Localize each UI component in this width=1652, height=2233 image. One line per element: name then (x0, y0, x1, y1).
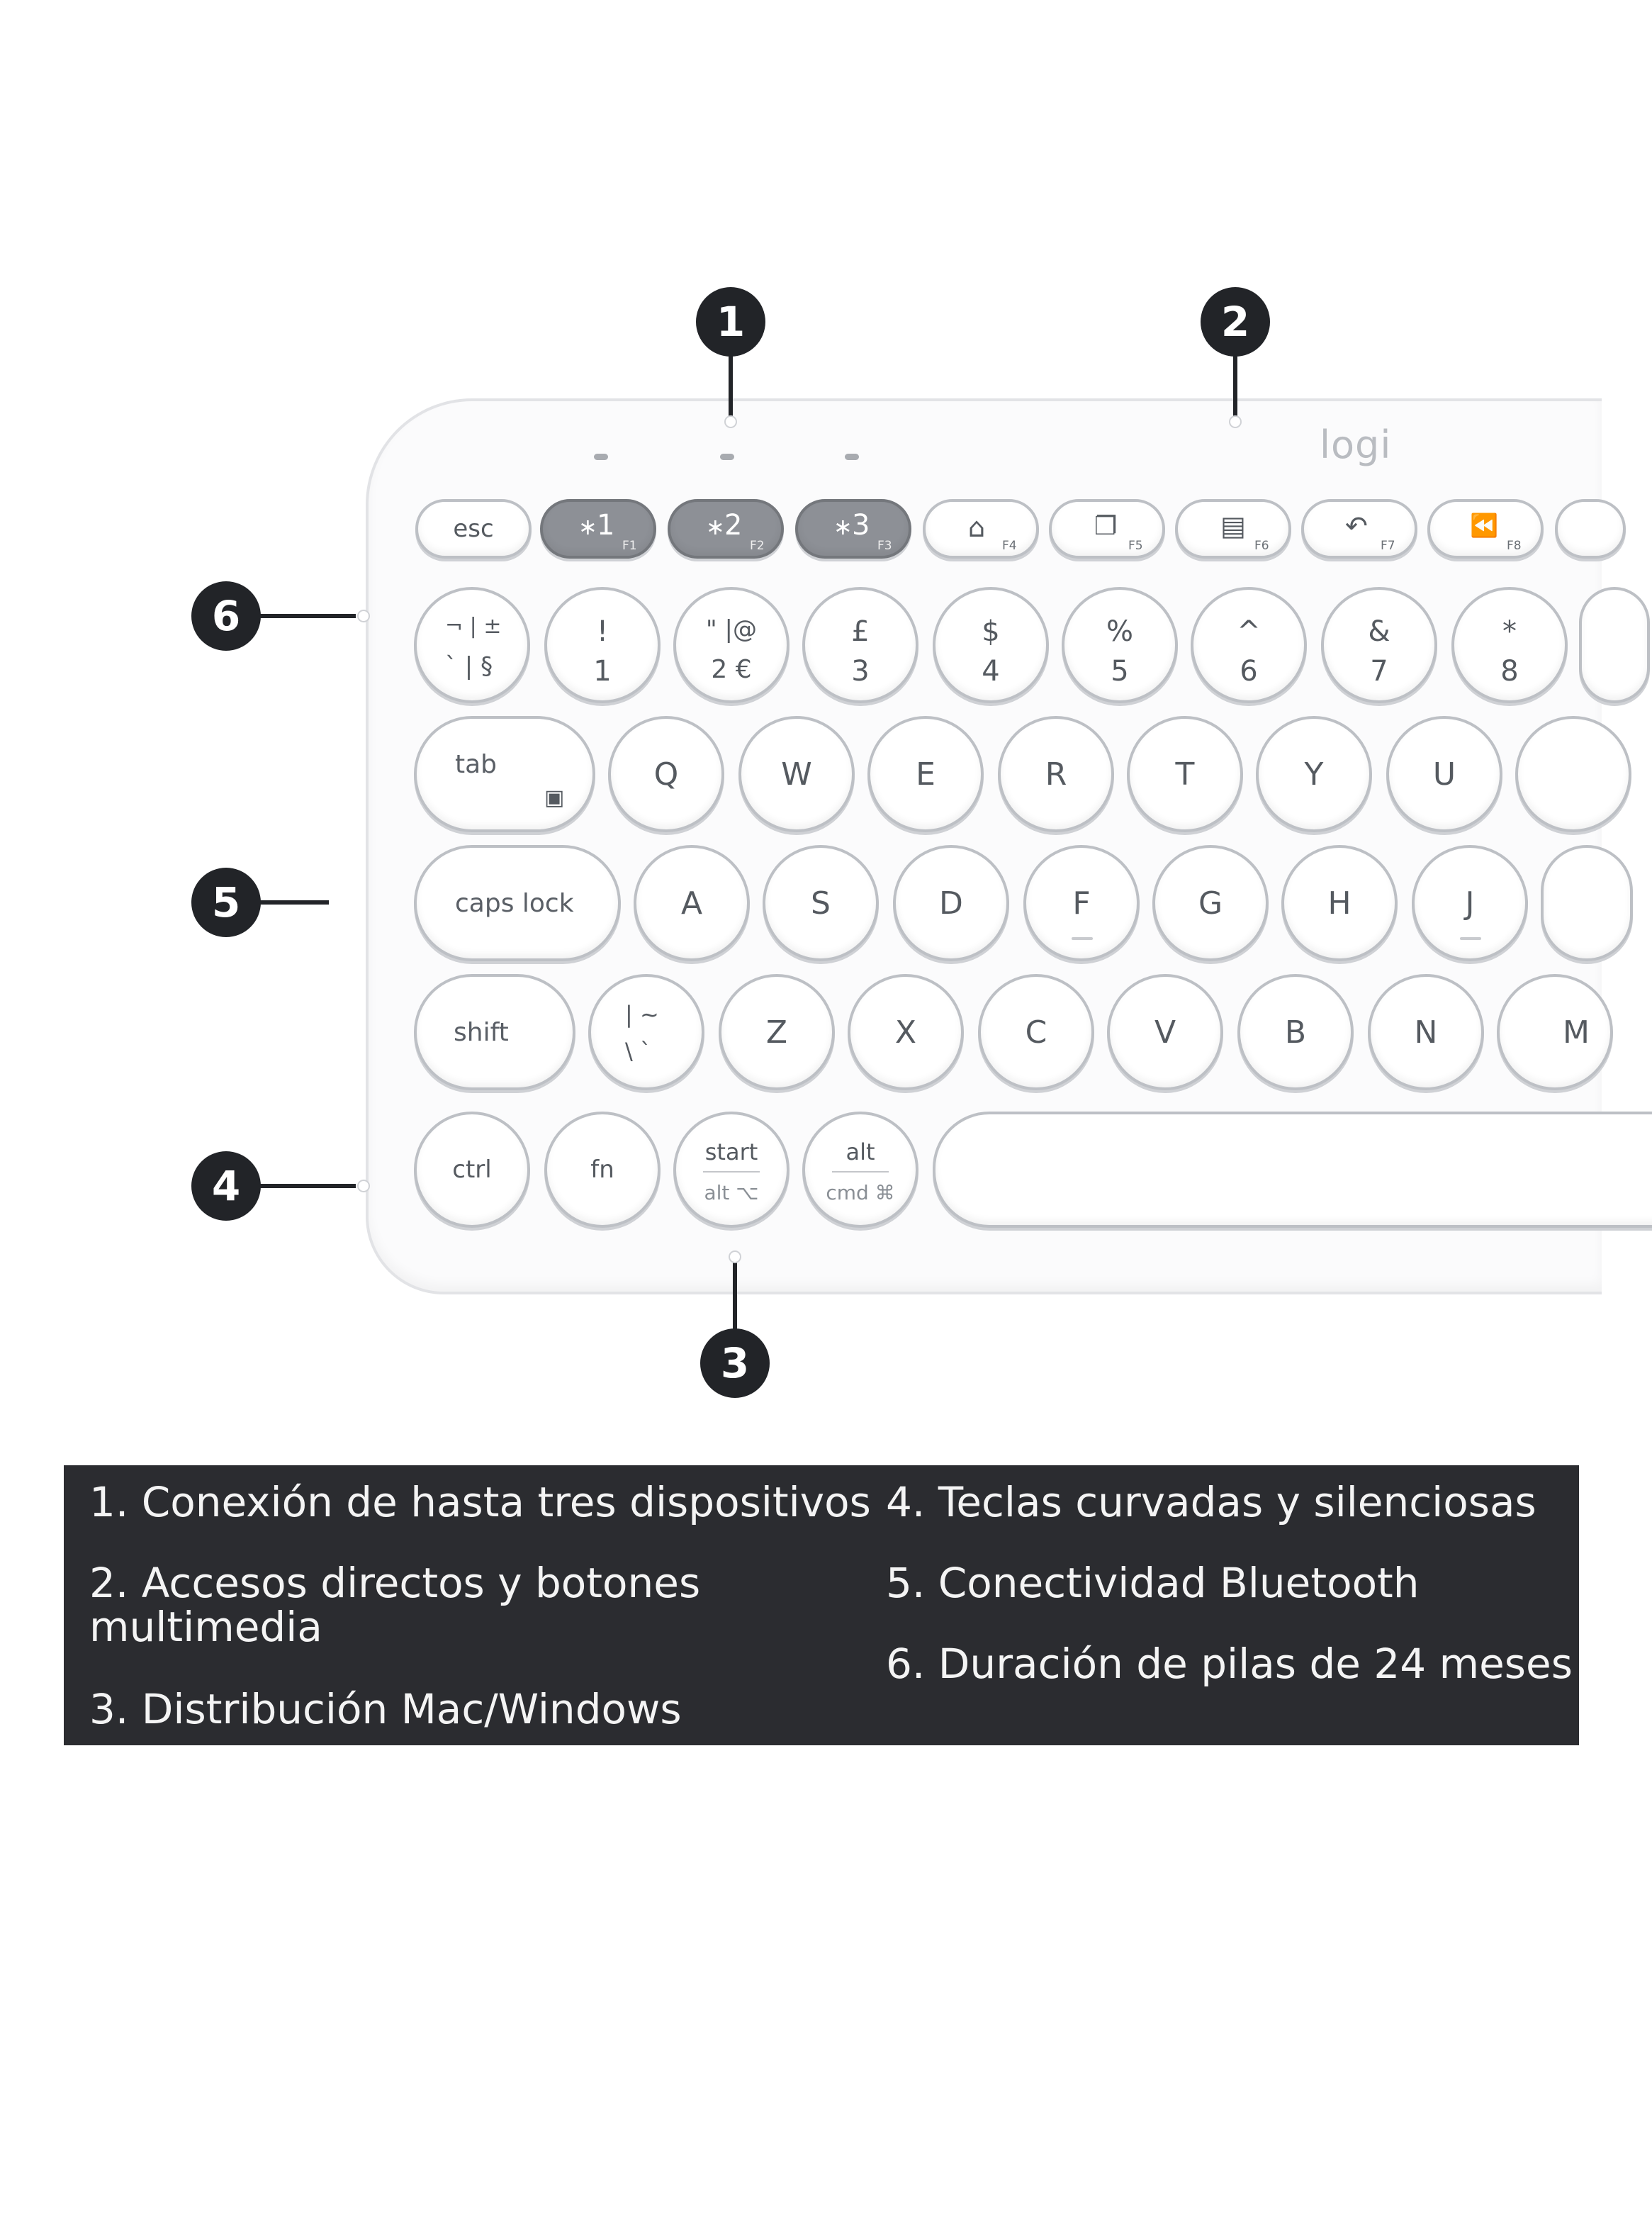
key-r[interactable]: R (998, 716, 1114, 832)
callout-dot-6 (357, 610, 370, 622)
legend-item-1: 1. Conexión de hasta tres dispositivos (89, 1478, 871, 1526)
callout-1: 1 (696, 287, 765, 357)
legend-item-6: 6. Duración de pilas de 24 meses (886, 1640, 1573, 1688)
app-switch-icon: ❐ (1094, 512, 1118, 541)
key-5[interactable]: % 5 (1062, 587, 1178, 703)
key-back[interactable]: ↶ F7 (1301, 499, 1417, 559)
key-start-alt[interactable]: start alt ⌥ (673, 1112, 790, 1228)
key-2[interactable]: " |@ 2 € (673, 587, 790, 703)
legend-item-3: 3. Distribución Mac/Windows (89, 1685, 682, 1733)
key-m[interactable]: M (1497, 974, 1613, 1090)
callout-3: 3 (700, 1328, 770, 1398)
key-z[interactable]: Z (719, 974, 835, 1090)
key-bluetooth-1[interactable]: ∗ 1 F1 (540, 499, 656, 559)
callout-line-1 (729, 354, 733, 418)
key-4[interactable]: $ 4 (933, 587, 1049, 703)
key-g[interactable]: G (1152, 845, 1269, 961)
key-tilde[interactable]: ¬ | ± ` | § (414, 587, 530, 703)
status-led-1 (594, 454, 608, 460)
key-s[interactable]: S (763, 845, 879, 961)
key-d[interactable]: D (893, 845, 1009, 961)
bluetooth-icon: ∗ (578, 513, 597, 540)
key-home[interactable]: ⌂ F4 (923, 499, 1039, 559)
legend-item-4: 4. Teclas curvadas y silenciosas (886, 1478, 1536, 1526)
key-u[interactable]: U (1386, 716, 1502, 832)
key-caps-lock[interactable]: caps lock (414, 845, 621, 961)
key-6[interactable]: ^ 6 (1191, 587, 1307, 703)
home-row-bump (1460, 937, 1481, 940)
key-esc[interactable]: esc (415, 499, 532, 559)
callout-dot-1 (724, 415, 737, 428)
callout-dot-2 (1229, 415, 1242, 428)
key-backslash[interactable]: | ~ \ ` (588, 974, 704, 1090)
callout-line-4 (259, 1184, 356, 1188)
key-7[interactable]: & 7 (1321, 587, 1437, 703)
feature-legend (64, 1465, 1579, 1745)
legend-item-2-line1: 2. Accesos directos y botones (89, 1559, 701, 1607)
key-9-partial[interactable] (1579, 587, 1650, 703)
callout-5: 5 (191, 868, 261, 937)
key-divider (832, 1171, 889, 1173)
key-bluetooth-3[interactable]: ∗ 3 F3 (795, 499, 911, 559)
key-3[interactable]: £ 3 (802, 587, 918, 703)
callout-2: 2 (1201, 287, 1270, 357)
key-rewind[interactable]: ⏪ F8 (1427, 499, 1544, 559)
key-shift[interactable]: shift (414, 974, 575, 1090)
key-ctrl[interactable]: ctrl (414, 1112, 530, 1228)
key-space[interactable] (933, 1112, 1652, 1228)
callout-line-6 (259, 614, 356, 618)
bluetooth-icon: ∗ (833, 513, 853, 540)
key-b[interactable]: B (1237, 974, 1354, 1090)
key-app-switch[interactable]: ❐ F5 (1049, 499, 1165, 559)
key-n[interactable]: N (1368, 974, 1484, 1090)
callout-line-2 (1233, 354, 1237, 418)
key-c[interactable]: C (978, 974, 1094, 1090)
key-fn[interactable]: fn (544, 1112, 661, 1228)
key-tab[interactable]: tab ▣ (414, 716, 595, 832)
key-a[interactable]: A (634, 845, 750, 961)
key-i-partial[interactable] (1515, 716, 1631, 832)
key-q[interactable]: Q (608, 716, 724, 832)
callout-dot-4 (357, 1180, 370, 1192)
callout-6: 6 (191, 581, 261, 651)
key-j[interactable]: J (1412, 845, 1528, 961)
rewind-icon: ⏪ (1470, 512, 1498, 539)
key-x[interactable]: X (848, 974, 964, 1090)
legend-item-2-line2: multimedia (89, 1603, 322, 1651)
key-y[interactable]: Y (1256, 716, 1372, 832)
status-led-3 (845, 454, 859, 460)
screenshot-icon: ▣ (544, 785, 565, 810)
key-divider (703, 1171, 760, 1173)
key-1[interactable]: ! 1 (544, 587, 661, 703)
legend-item-5: 5. Conectividad Bluetooth (886, 1559, 1420, 1607)
bluetooth-icon: ∗ (706, 513, 725, 540)
key-k-partial[interactable] (1541, 845, 1633, 961)
key-w[interactable]: W (738, 716, 855, 832)
key-alt-cmd[interactable]: alt cmd ⌘ (802, 1112, 918, 1228)
callout-line-5 (259, 900, 329, 905)
key-h[interactable]: H (1281, 845, 1398, 961)
key-f[interactable]: F (1023, 845, 1140, 961)
key-menu[interactable]: ▤ F6 (1175, 499, 1291, 559)
key-8[interactable]: * 8 (1451, 587, 1568, 703)
brand-logo: logi (1320, 422, 1392, 467)
home-icon: ⌂ (968, 512, 986, 543)
callout-4: 4 (191, 1151, 261, 1221)
back-icon: ↶ (1345, 510, 1368, 542)
key-v[interactable]: V (1107, 974, 1223, 1090)
menu-icon: ▤ (1220, 510, 1246, 542)
key-t[interactable]: T (1127, 716, 1243, 832)
key-fn-partial[interactable] (1555, 499, 1626, 559)
home-row-bump (1072, 937, 1093, 940)
callout-dot-3 (729, 1250, 741, 1263)
status-led-2 (720, 454, 734, 460)
callout-line-3 (733, 1259, 737, 1330)
key-e[interactable]: E (867, 716, 984, 832)
key-bluetooth-2[interactable]: ∗ 2 F2 (668, 499, 784, 559)
